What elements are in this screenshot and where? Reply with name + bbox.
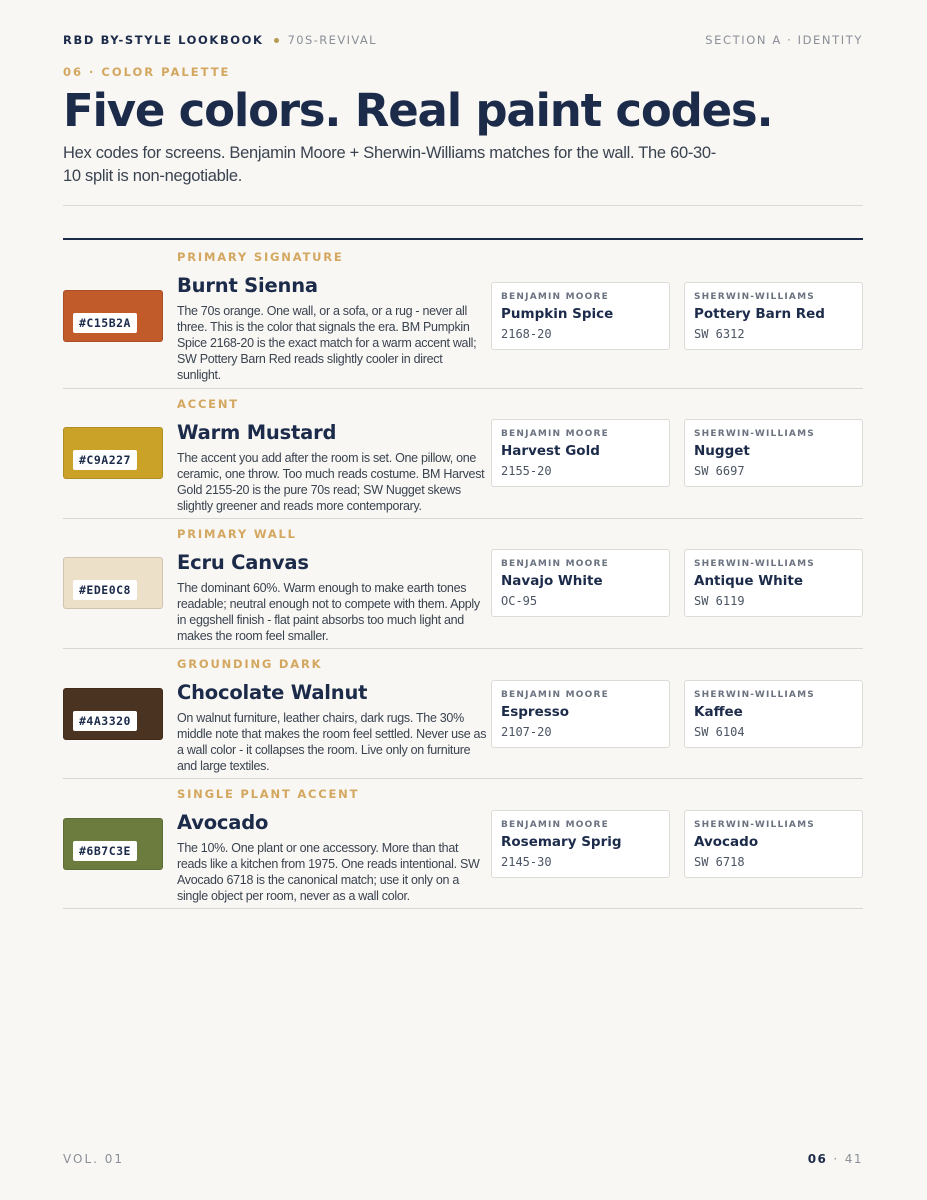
color-role: SINGLE PLANT ACCENT: [177, 787, 360, 801]
paint-name: Harvest Gold: [501, 443, 600, 459]
hex-code: #C9A227: [73, 450, 137, 470]
color-info: [177, 527, 487, 644]
paint-name: Espresso: [501, 704, 570, 720]
benjamin-moore-card: [491, 680, 670, 748]
palette-row: [63, 240, 863, 389]
paint-code: 2107-20: [501, 725, 552, 739]
color-info: [177, 250, 487, 383]
color-role: GROUNDING DARK: [177, 657, 323, 671]
color-swatch: [63, 427, 163, 479]
color-info: [177, 657, 487, 774]
chapter-number: 06: [807, 1152, 828, 1166]
color-description: The 10%. One plant or one accessory. More than that reads like a kitchen from 1975. One reads intentional. SW Avocado 6718 is the canonical match; use it only on a single object per room, never as a wall color.: [177, 841, 480, 903]
benjamin-moore-card: [491, 282, 670, 350]
color-info: [177, 397, 487, 514]
paint-name: Avocado: [694, 834, 759, 850]
color-description: On walnut furniture, leather chairs, dark rugs. The 30% middle note that makes the room feel settled. Never use as a wall color - it collapses the room. Live only on furniture and large textiles.: [177, 711, 487, 773]
palette-row: [63, 389, 863, 519]
color-description: The 70s orange. One wall, or a sofa, or a rug - never all three. This is the color that signals the era. BM Pumpkin Spice 2168-20 is the exact match for a warm accent wall; SW Pottery Barn Red reads slightly cooler in direct sunlight.: [177, 304, 477, 382]
hex-code: #C15B2A: [73, 313, 137, 333]
color-name: Warm Mustard: [177, 421, 337, 444]
palette-row: [63, 779, 863, 909]
color-swatch: [63, 688, 163, 740]
paint-name: Pumpkin Spice: [501, 306, 614, 322]
paint-code: 2168-20: [501, 327, 552, 341]
hex-code: #6B7C3E: [73, 841, 137, 861]
sherwin-williams-card: [684, 810, 863, 878]
paint-name: Navajo White: [501, 573, 603, 589]
paint-brand: SHERWIN-WILLIAMS: [694, 559, 815, 569]
paint-code: SW 6697: [694, 464, 745, 478]
color-name: Chocolate Walnut: [177, 681, 368, 704]
paint-code: OC-95: [501, 594, 538, 608]
paint-code: 2155-20: [501, 464, 552, 478]
palette-row: [63, 519, 863, 649]
color-swatch: [63, 557, 163, 609]
page-number: [808, 1152, 863, 1166]
sherwin-williams-card: [684, 680, 863, 748]
paint-brand: BENJAMIN MOORE: [501, 559, 609, 569]
divider: [63, 205, 863, 206]
page-header: [63, 31, 863, 49]
paint-brand: SHERWIN-WILLIAMS: [694, 429, 815, 439]
brand-label: RBD BY-STYLE LOOKBOOK: [63, 33, 264, 47]
paint-brand: SHERWIN-WILLIAMS: [694, 292, 815, 302]
hex-code: #4A3320: [73, 711, 137, 731]
color-name: Burnt Sienna: [177, 274, 318, 297]
lookbook-page: [63, 0, 863, 1200]
benjamin-moore-card: [491, 810, 670, 878]
paint-brand: BENJAMIN MOORE: [501, 429, 609, 439]
paint-name: Nugget: [694, 443, 750, 459]
color-swatch: [63, 290, 163, 342]
volume-label: VOL. 01: [63, 1152, 125, 1166]
color-swatch: [63, 818, 163, 870]
separator-dot-icon: [274, 38, 279, 43]
color-description: The accent you add after the room is set. One pillow, one ceramic, one throw. Too much reads costume. BM Harvest Gold 2155-20 is the pure 70s read; SW Nugget skews slightly greener and reads more contemporary.: [177, 451, 485, 513]
color-role: PRIMARY WALL: [177, 527, 297, 541]
page-separator: ·: [833, 1152, 839, 1166]
paint-code: 2145-30: [501, 855, 552, 869]
paint-name: Antique White: [694, 573, 804, 589]
paint-code: SW 6104: [694, 725, 745, 739]
section-label: SECTION A · IDENTITY: [705, 33, 863, 47]
chapter-eyebrow: 06 · COLOR PALETTE: [63, 65, 231, 79]
palette-list: [63, 240, 863, 909]
benjamin-moore-card: [491, 549, 670, 617]
paint-name: Pottery Barn Red: [694, 306, 825, 322]
page-title: Five colors. Real paint codes.: [63, 84, 773, 137]
paint-code: SW 6312: [694, 327, 745, 341]
palette-row: [63, 649, 863, 779]
paint-brand: BENJAMIN MOORE: [501, 292, 609, 302]
benjamin-moore-card: [491, 419, 670, 487]
paint-code: SW 6718: [694, 855, 745, 869]
style-tag: 70S-REVIVAL: [287, 33, 377, 47]
sherwin-williams-card: [684, 282, 863, 350]
page-subtitle: Hex codes for screens. Benjamin Moore + Sherwin-Williams matches for the wall. The 60-30-10 split is non-negotiable.: [63, 144, 716, 185]
color-role: PRIMARY SIGNATURE: [177, 250, 344, 264]
page-number-value: 41: [844, 1152, 863, 1166]
color-role: ACCENT: [177, 397, 239, 411]
color-description: The dominant 60%. Warm enough to make earth tones readable; neutral enough not to compete with them. Apply in eggshell finish - flat paint absorbs too much light and makes the room feel smaller.: [177, 581, 480, 643]
paint-brand: BENJAMIN MOORE: [501, 690, 609, 700]
sherwin-williams-card: [684, 549, 863, 617]
sherwin-williams-card: [684, 419, 863, 487]
paint-brand: SHERWIN-WILLIAMS: [694, 820, 815, 830]
paint-brand: SHERWIN-WILLIAMS: [694, 690, 815, 700]
hex-code: #EDE0C8: [73, 580, 137, 600]
color-name: Avocado: [177, 811, 269, 834]
paint-brand: BENJAMIN MOORE: [501, 820, 609, 830]
paint-name: Kaffee: [694, 704, 743, 720]
color-name: Ecru Canvas: [177, 551, 309, 574]
paint-code: SW 6119: [694, 594, 745, 608]
paint-name: Rosemary Sprig: [501, 834, 622, 850]
color-info: [177, 787, 487, 904]
